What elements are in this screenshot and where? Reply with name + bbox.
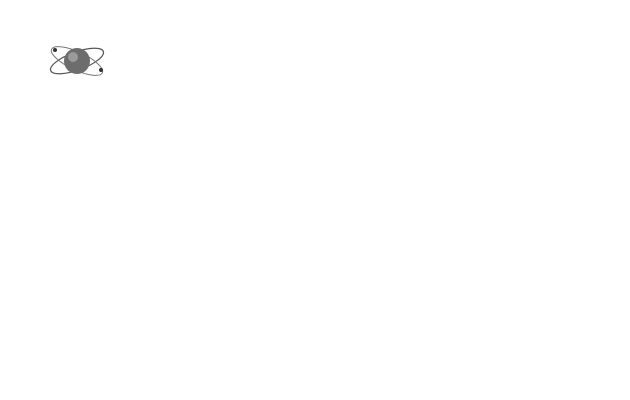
physics-logo xyxy=(46,38,108,84)
rose-border-top xyxy=(0,0,630,30)
rose-border-bottom xyxy=(0,374,630,400)
document-page xyxy=(38,30,596,374)
rose-border-left xyxy=(0,0,38,400)
rose-border-right xyxy=(596,0,630,400)
physics-atom-logo-icon xyxy=(46,38,108,84)
